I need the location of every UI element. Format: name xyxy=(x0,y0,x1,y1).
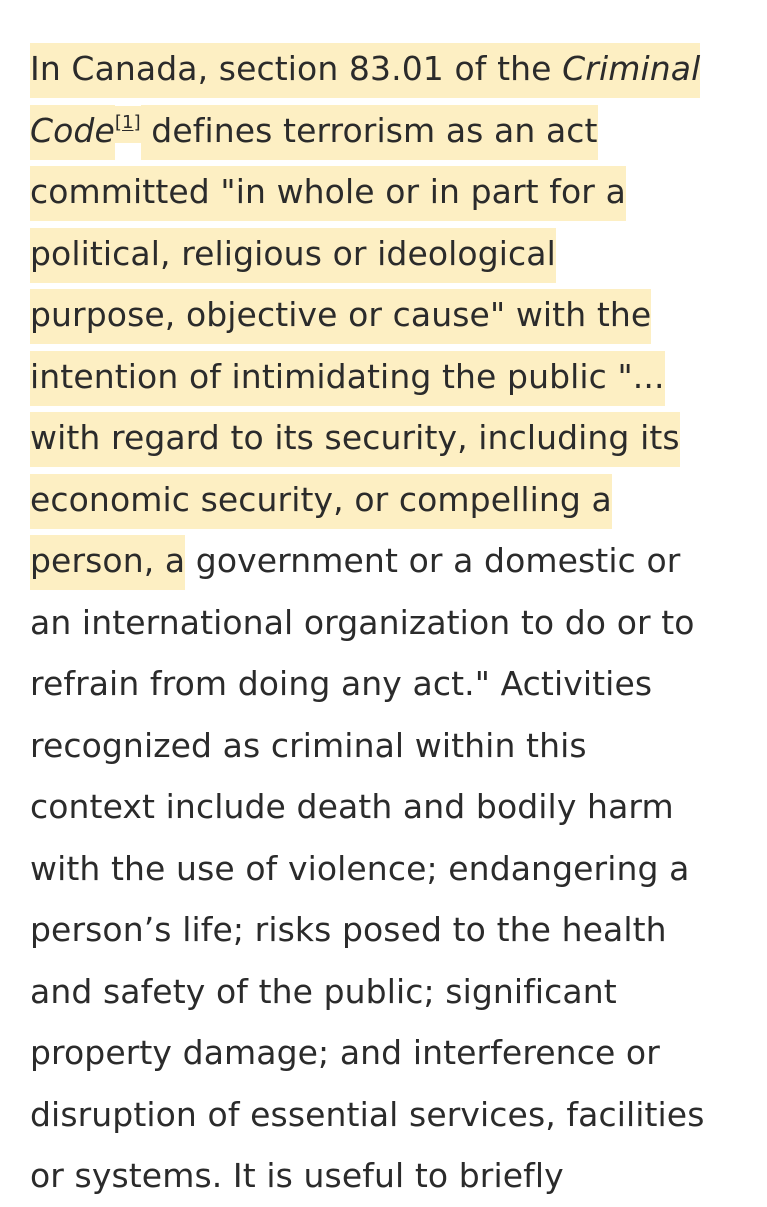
italic-title-criminal: Criminal xyxy=(562,43,700,98)
text-line-11 xyxy=(30,653,750,715)
text-line-3 xyxy=(30,161,750,223)
plain-text: with the use of violence; endangering a xyxy=(30,848,690,888)
text-line-14 xyxy=(30,838,750,900)
text-line-7 xyxy=(30,407,750,469)
plain-text: and safety of the public; significant xyxy=(30,971,617,1011)
text-line-1 xyxy=(30,38,750,100)
text-line-8 xyxy=(30,469,750,531)
plain-text: disruption of essential services, facilities xyxy=(30,1094,705,1134)
highlighted-text: political, religious or ideological xyxy=(30,228,556,283)
plain-text: an international organization to do or to xyxy=(30,602,695,642)
text-line-16 xyxy=(30,961,750,1023)
text-line-17 xyxy=(30,1022,750,1084)
highlighted-text: defines terrorism as an act xyxy=(141,105,598,160)
plain-text: property damage; and interference or xyxy=(30,1033,660,1072)
text-line-13 xyxy=(30,776,750,838)
text-line-4 xyxy=(30,223,750,285)
highlighted-text: person, a xyxy=(30,535,185,590)
text-line-12 xyxy=(30,715,750,777)
plain-text: or systems. It is useful to briefly xyxy=(30,1156,564,1195)
highlighted-text: In Canada, section 83.01 of the xyxy=(30,43,562,98)
highlighted-text: economic security, or compelling a xyxy=(30,474,612,529)
text-line-18 xyxy=(30,1084,750,1146)
footnote-reference-link[interactable]: [1] xyxy=(115,106,141,143)
plain-text: context include death and bodily harm xyxy=(30,787,674,826)
plain-text: government or a domestic or xyxy=(185,541,681,580)
plain-text: person’s life; risks posed to the health xyxy=(30,910,667,949)
text-line-2 xyxy=(30,100,750,162)
plain-text: refrain from doing any act." Activities xyxy=(30,664,653,703)
text-line-15 xyxy=(30,899,750,961)
highlighted-text: with regard to its security, including its xyxy=(30,412,680,467)
text-line-6 xyxy=(30,346,750,408)
highlighted-text: committed "in whole or in part for a xyxy=(30,166,626,221)
text-line-5 xyxy=(30,284,750,346)
italic-title-code: Code xyxy=(30,105,115,160)
article-paragraph xyxy=(30,38,750,1207)
text-line-19 xyxy=(30,1145,750,1207)
highlighted-text: purpose, objective or cause" with the xyxy=(30,289,651,344)
plain-text: recognized as criminal within this xyxy=(30,725,587,765)
text-line-10 xyxy=(30,592,750,654)
text-line-9 xyxy=(30,530,750,592)
highlighted-text: intention of intimidating the public "... xyxy=(30,351,665,406)
